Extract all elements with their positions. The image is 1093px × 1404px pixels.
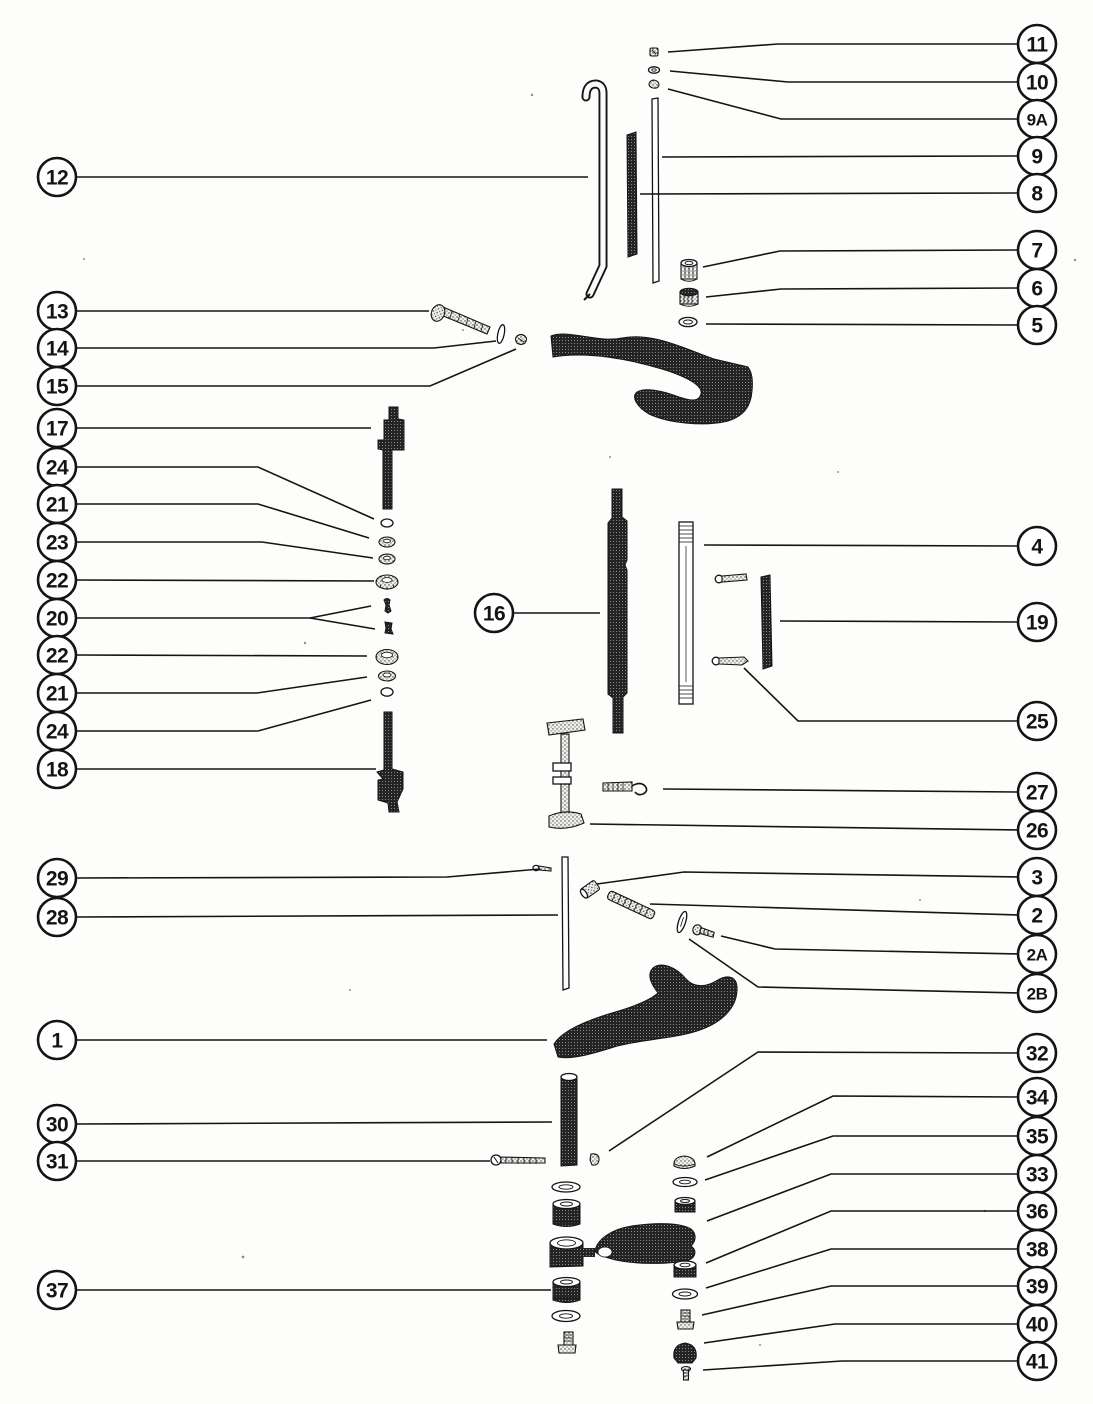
callout-label-9A: 9A <box>1026 110 1048 130</box>
part-19-strip <box>761 575 772 669</box>
leader-line-24b <box>76 700 371 731</box>
callout-label-31: 31 <box>45 1150 69 1174</box>
part-35-washer <box>673 1178 697 1187</box>
part-7-nut <box>681 260 697 282</box>
part-12-shift-rod <box>584 84 603 300</box>
bottom-edge <box>553 1298 580 1303</box>
leader-line-22b <box>76 655 367 656</box>
part-3-sleeve <box>579 880 600 900</box>
leader-line-33 <box>707 1174 1018 1221</box>
loop <box>632 784 647 795</box>
callout-label-22a: 22 <box>45 569 69 593</box>
leader-line-23 <box>76 542 373 558</box>
part-2-pin <box>607 890 656 919</box>
part-10-washer <box>649 67 660 73</box>
callout-label-4: 4 <box>1031 535 1043 559</box>
part-27-cotter-pin <box>603 782 647 795</box>
leader-line-26 <box>590 824 1018 830</box>
callout-label-36: 36 <box>1025 1200 1049 1224</box>
part-17-shaft-upper <box>378 407 404 509</box>
part-16-shift-shaft <box>608 489 627 733</box>
callout-label-7: 7 <box>1031 239 1043 263</box>
bottom-edge <box>553 1222 580 1227</box>
callout-label-8: 8 <box>1031 182 1043 206</box>
leader-line-40 <box>704 1324 1018 1343</box>
leader-line-2A <box>721 936 1018 954</box>
shaft <box>539 866 551 871</box>
callout-label-39: 39 <box>1025 1275 1049 1299</box>
part-24-ring-b <box>381 688 393 696</box>
part-15-nut <box>516 335 527 345</box>
part-11-screw <box>650 48 658 56</box>
callout-label-24b: 24 <box>45 720 69 744</box>
leader-line-10 <box>670 71 1018 82</box>
callouts-layer <box>38 25 1056 1380</box>
callout-label-22b: 22 <box>45 644 69 668</box>
callout-label-2: 2 <box>1031 904 1043 928</box>
leader-line-25 <box>744 668 1018 721</box>
shaft <box>603 782 632 791</box>
part-23-washer <box>379 554 395 564</box>
top-rim <box>553 1200 580 1209</box>
part-21-washer-b <box>379 671 396 681</box>
leader-line-2 <box>650 904 1018 915</box>
barrel-rim <box>550 1237 583 1249</box>
part-32-clip <box>590 1154 599 1165</box>
callout-label-34: 34 <box>1025 1086 1049 1110</box>
callout-label-32: 32 <box>1025 1042 1049 1066</box>
callout-label-2B: 2B <box>1026 984 1048 1004</box>
part-swivel-arm <box>550 1224 695 1267</box>
callout-label-2A: 2A <box>1026 945 1048 965</box>
top-rim <box>680 288 698 296</box>
top-rim <box>561 1074 577 1081</box>
callout-label-41: 41 <box>1025 1350 1049 1374</box>
dome <box>674 1156 695 1169</box>
shaft <box>699 927 714 937</box>
leader-line-22a <box>76 580 374 581</box>
callout-label-10: 10 <box>1025 71 1049 95</box>
part-5-washer <box>679 317 697 326</box>
leader-line-5 <box>706 324 1018 325</box>
hole <box>382 578 392 583</box>
top-rim <box>553 1278 580 1287</box>
rod-core <box>586 84 603 294</box>
shaft <box>684 1370 689 1380</box>
callout-label-21b: 21 <box>45 682 69 706</box>
hole <box>382 652 393 658</box>
callout-label-15: 15 <box>45 375 69 399</box>
part-9a-nut <box>649 80 659 88</box>
part-25-cotter-pin-b <box>712 657 748 665</box>
leader-line-34 <box>707 1096 1018 1157</box>
callout-label-26: 26 <box>1025 819 1049 843</box>
part-38-washer <box>673 1289 698 1299</box>
rim <box>679 317 697 326</box>
callout-label-30: 30 <box>45 1113 69 1137</box>
callout-label-28: 28 <box>45 906 69 930</box>
shaft <box>722 574 747 582</box>
shaft <box>719 657 748 665</box>
rim <box>673 1178 697 1187</box>
rim <box>552 1182 580 1192</box>
callout-label-24a: 24 <box>45 456 69 480</box>
callout-label-16: 16 <box>482 602 506 626</box>
part-24-ring-a <box>381 519 393 527</box>
top-rim <box>674 1261 696 1269</box>
part-20-cotter-pin <box>384 599 391 614</box>
part-22-washer-b <box>376 650 398 665</box>
top-rim <box>681 260 697 267</box>
leader-line-6 <box>706 288 1018 297</box>
leader-line-3 <box>597 872 1018 884</box>
part-6-locknut <box>680 288 698 306</box>
leader-line-36 <box>706 1211 1018 1263</box>
leader-line-8 <box>640 193 1018 194</box>
bottom-flange <box>549 812 584 828</box>
part-2b-screw <box>692 924 715 938</box>
leader-line-21a <box>76 504 369 538</box>
callout-label-20: 20 <box>45 607 69 631</box>
part-9-rod <box>652 98 659 283</box>
leader-line-29 <box>76 869 540 878</box>
part-washer-upper-left <box>552 1182 580 1192</box>
part-screw-lower-left <box>558 1332 576 1353</box>
shaft <box>564 1332 573 1345</box>
callout-label-37: 37 <box>45 1279 69 1303</box>
callout-label-13: 13 <box>45 300 69 324</box>
part-8-link-strip <box>627 132 637 257</box>
leader-line-30 <box>76 1122 552 1124</box>
top-rim <box>675 1198 695 1205</box>
leader-line-2B <box>689 939 1018 993</box>
rim <box>673 1289 698 1299</box>
callout-label-17: 17 <box>45 417 69 441</box>
top-flange <box>547 719 585 735</box>
hole <box>384 556 391 560</box>
callout-label-1: 1 <box>51 1029 63 1053</box>
part-40-cap-nut <box>674 1343 697 1363</box>
callout-label-6: 6 <box>1031 277 1043 301</box>
callout-label-18: 18 <box>45 758 69 782</box>
part-36-nut <box>674 1261 696 1277</box>
callout-label-23: 23 <box>45 531 69 555</box>
head <box>677 1322 694 1329</box>
part-21-washer-a <box>379 537 395 547</box>
callout-label-9: 9 <box>1031 145 1043 169</box>
part-31-screw <box>491 1155 545 1165</box>
callout-label-38: 38 <box>1025 1238 1049 1262</box>
leader-line-9 <box>662 156 1018 157</box>
leader-line-7 <box>703 250 1018 267</box>
part-30-tube <box>561 1074 577 1167</box>
callout-label-21a: 21 <box>45 493 69 517</box>
leader-line-4 <box>704 545 1018 546</box>
shaft <box>501 1157 545 1163</box>
collar-b <box>553 777 571 784</box>
part-28-link-rod <box>562 857 569 990</box>
part-14-washer <box>496 324 506 344</box>
shaft <box>561 734 569 815</box>
part-2a-washer <box>675 910 688 933</box>
leader-line-27 <box>663 789 1018 792</box>
head <box>429 303 447 324</box>
part-22-nut-a <box>376 575 398 590</box>
part-41-screw <box>682 1367 691 1381</box>
leader-line-11 <box>668 44 1018 52</box>
leader-line-41 <box>703 1361 1018 1370</box>
part-13-bolt <box>429 303 490 334</box>
leader-line-20 <box>76 606 371 618</box>
part-1-anchor-bracket-lower <box>554 965 737 1058</box>
callout-label-19: 19 <box>1025 611 1049 635</box>
callout-label-3: 3 <box>1031 866 1043 890</box>
leader-line-14 <box>76 341 496 348</box>
arm <box>595 1224 695 1264</box>
leader-lines-layer <box>76 44 1018 1370</box>
body <box>561 1077 577 1166</box>
part-18-shaft-lower <box>377 712 403 812</box>
callout-label-40: 40 <box>1025 1313 1049 1337</box>
part-anchor-bracket-upper <box>551 334 752 424</box>
arm-hole <box>598 1247 612 1257</box>
hole <box>383 673 391 677</box>
callout-label-11: 11 <box>1026 33 1048 57</box>
part-bushing-left <box>553 1200 580 1227</box>
callout-label-27: 27 <box>1025 781 1049 805</box>
part-washer-lower-left <box>552 1311 580 1322</box>
parts-layer <box>83 48 1076 1380</box>
leader-line-39 <box>702 1286 1018 1315</box>
part-26-yoke <box>547 719 585 828</box>
shaft <box>441 307 490 334</box>
body <box>607 890 656 919</box>
part-37-nut <box>553 1278 580 1303</box>
part-33-bushing <box>675 1198 695 1213</box>
rim <box>649 67 660 73</box>
rim <box>552 1311 580 1322</box>
part-4-tube <box>679 522 693 704</box>
leader-line-28 <box>76 915 558 917</box>
part-20-clip <box>385 622 393 634</box>
leader-line-38 <box>706 1249 1018 1288</box>
leader-line-19 <box>780 621 1018 622</box>
part-25-cotter-pin-a <box>715 574 747 583</box>
callout-label-35: 35 <box>1025 1125 1049 1149</box>
leader-line-21b <box>76 677 367 693</box>
leader-line-9A <box>668 89 1018 119</box>
callout-label-14: 14 <box>45 337 69 361</box>
callout-label-12: 12 <box>45 166 69 190</box>
hole <box>384 539 391 543</box>
callout-label-5: 5 <box>1031 314 1043 338</box>
part-34-cap <box>674 1156 695 1169</box>
leader-line-20-2 <box>310 618 375 629</box>
collar-a <box>553 763 571 771</box>
neck <box>583 1248 595 1257</box>
callout-label-33: 33 <box>1025 1163 1049 1187</box>
head <box>558 1345 576 1353</box>
leader-line-24a <box>76 467 374 519</box>
callout-label-29: 29 <box>45 867 69 891</box>
leader-line-15 <box>76 349 516 386</box>
callout-label-25: 25 <box>1025 710 1049 734</box>
part-39-screw <box>677 1310 694 1329</box>
